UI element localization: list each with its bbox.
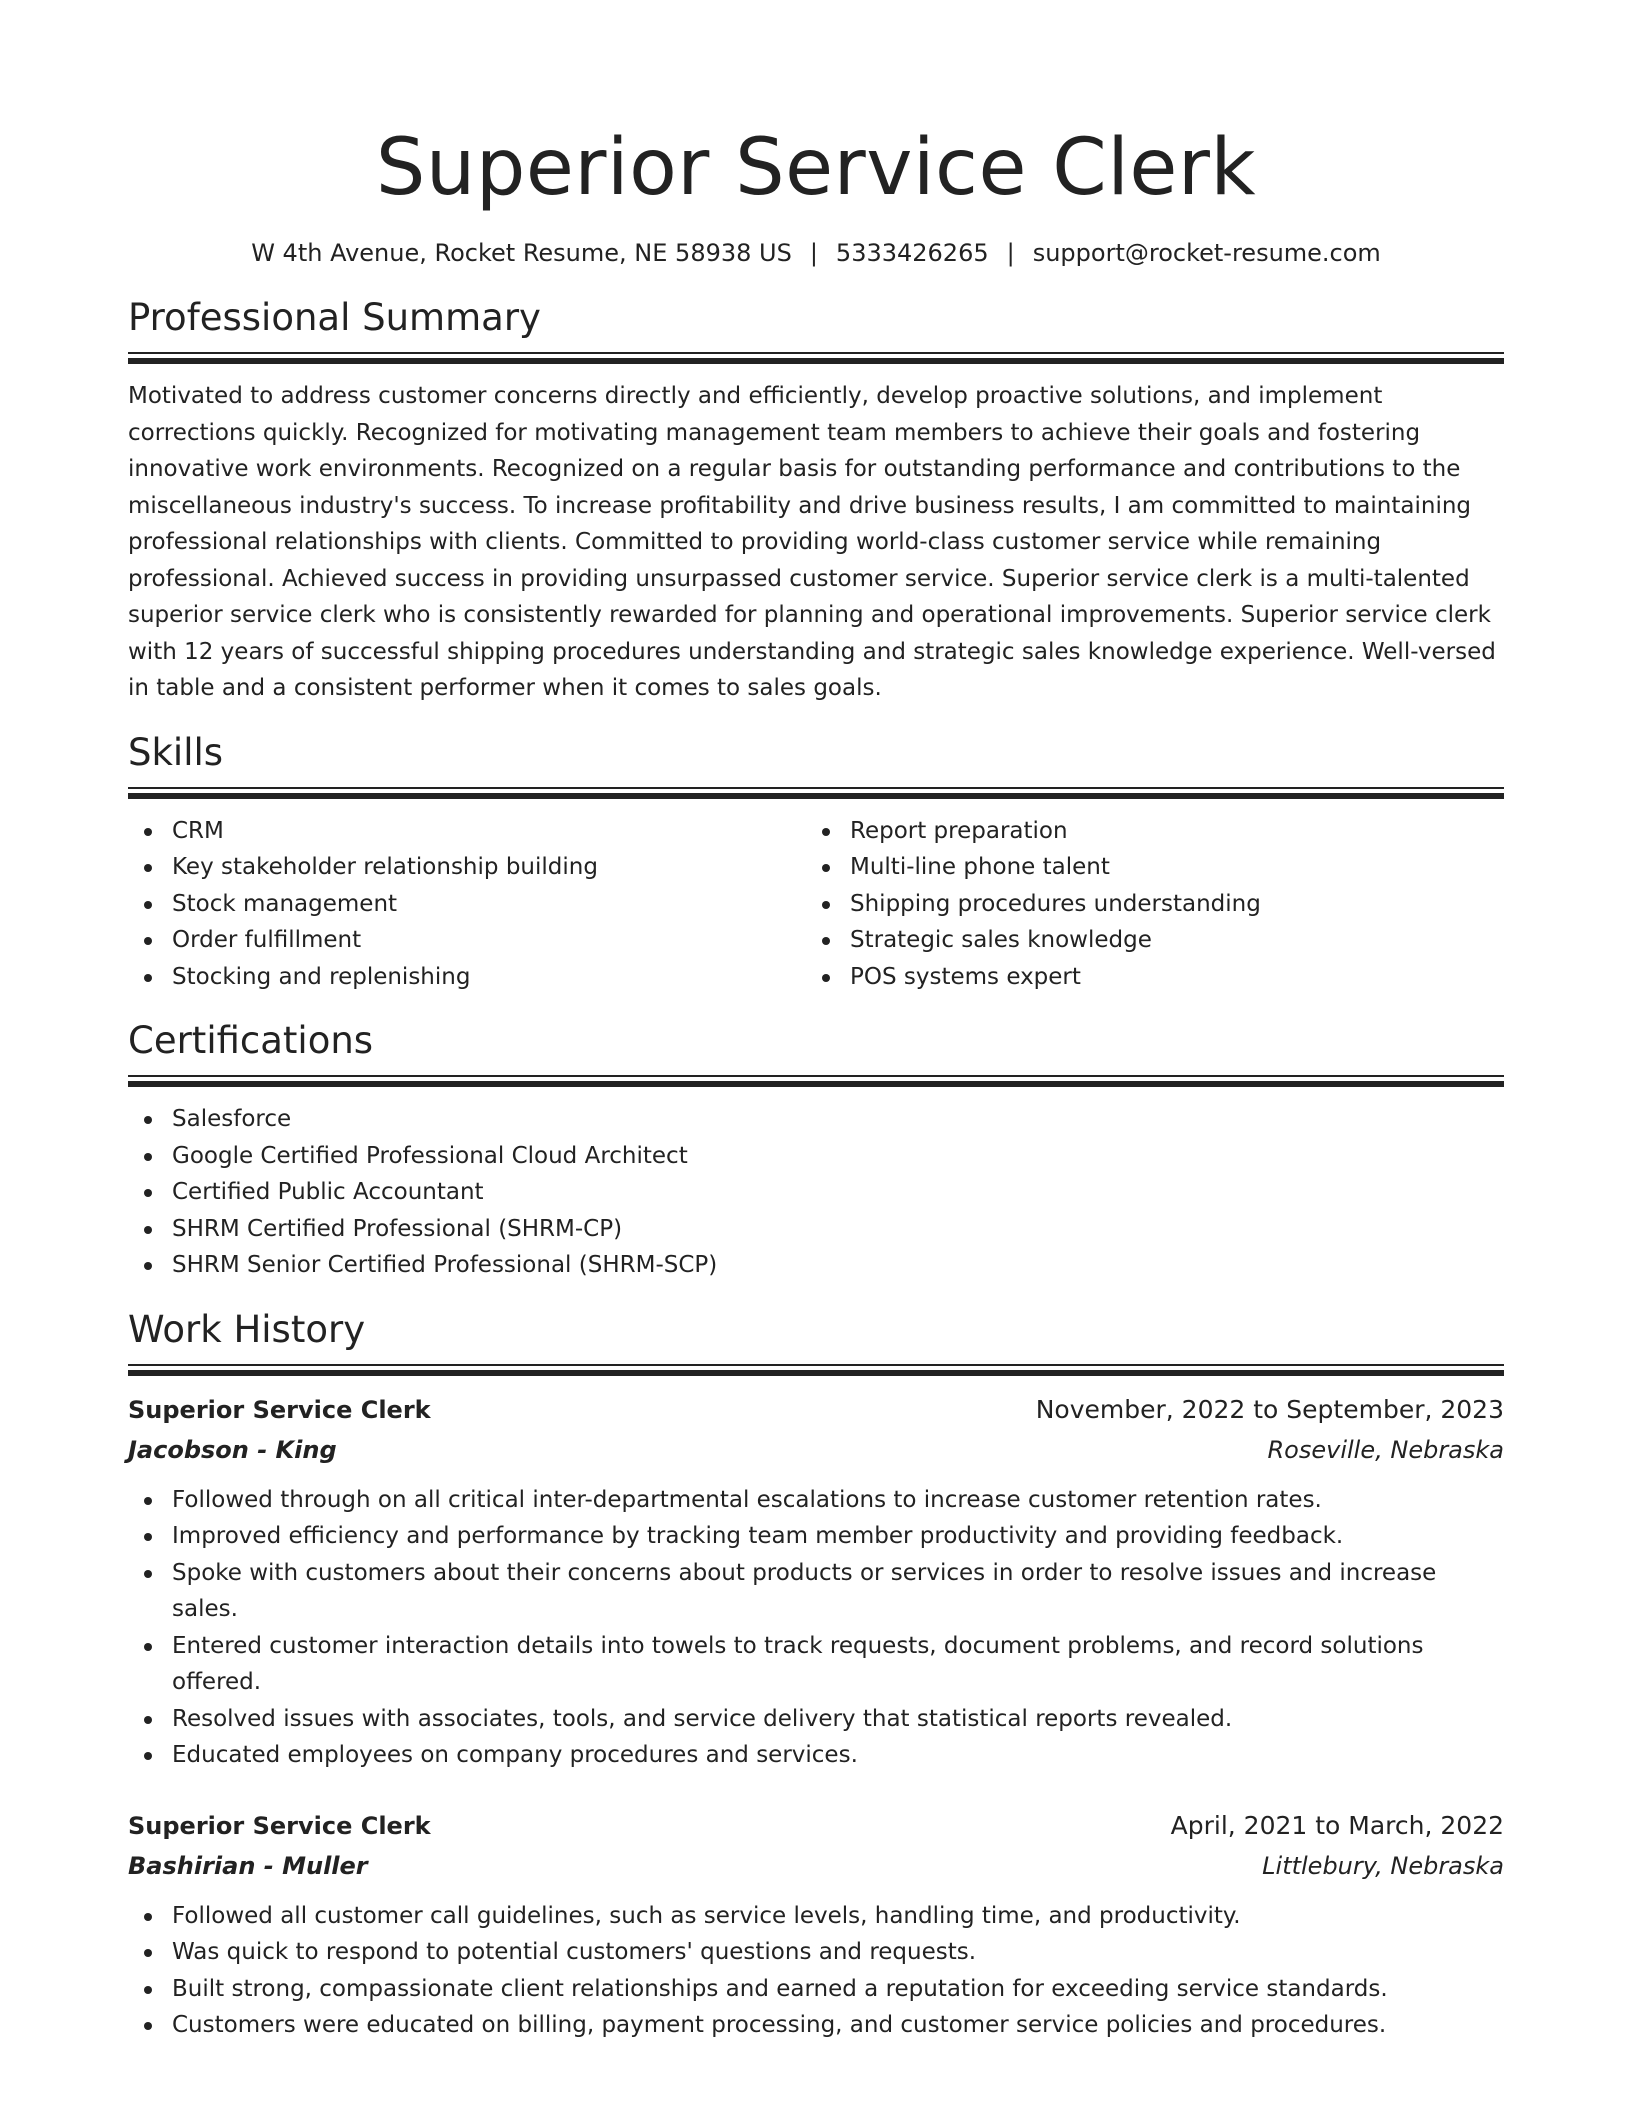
job-duty-item: Entered customer interaction details into towels to track requests, document problems, and record solutions offered. bbox=[128, 1628, 1504, 1701]
job-duty-item: Educated employees on company procedures and services. bbox=[128, 1737, 1504, 1774]
work-history-section bbox=[128, 1306, 1504, 2044]
skill-item: POS systems expert bbox=[806, 959, 1484, 996]
job-dates: April, 2021 to March, 2022 bbox=[1170, 1810, 1504, 1840]
job-header bbox=[128, 1390, 1504, 1430]
job-duty-item: Resolved issues with associates, tools, and service delivery that statistical reports revealed. bbox=[128, 1701, 1504, 1738]
job-duty-item: Customers were educated on billing, payment processing, and customer service policies and procedures. bbox=[128, 2007, 1504, 2044]
job-subheader bbox=[128, 1430, 1504, 1470]
skill-item: Key stakeholder relationship building bbox=[128, 849, 806, 886]
job-duties-list bbox=[128, 1898, 1504, 2044]
certification-item: Salesforce bbox=[128, 1101, 1504, 1138]
skill-item: Strategic sales knowledge bbox=[806, 922, 1484, 959]
section-divider bbox=[128, 1364, 1504, 1376]
section-divider bbox=[128, 787, 1504, 799]
summary-section bbox=[128, 294, 1504, 707]
contact-separator: | bbox=[1006, 239, 1015, 267]
job-title: Superior Service Clerk bbox=[128, 1395, 431, 1424]
skill-item: Stocking and replenishing bbox=[128, 959, 806, 996]
job-location: Littlebury, Nebraska bbox=[1262, 1851, 1504, 1880]
skill-item: Order fulfillment bbox=[128, 922, 806, 959]
section-title-summary: Professional Summary bbox=[128, 296, 541, 339]
job-duty-item: Improved efficiency and performance by tracking team member productivity and providing feedback. bbox=[128, 1518, 1504, 1555]
skills-column-left bbox=[128, 813, 806, 996]
certification-item: Google Certified Professional Cloud Architect bbox=[128, 1138, 1504, 1175]
job-duty-item: Followed all customer call guidelines, such as service levels, handling time, and productivity. bbox=[128, 1898, 1504, 1935]
job-duty-item: Built strong, compassionate client relationships and earned a reputation for exceeding service standards. bbox=[128, 1971, 1504, 2008]
job-entry bbox=[128, 1390, 1504, 1774]
contact-address: W 4th Avenue, Rocket Resume, NE 58938 US bbox=[251, 239, 792, 267]
job-duties-list bbox=[128, 1482, 1504, 1774]
skill-item: CRM bbox=[128, 813, 806, 850]
section-divider bbox=[128, 352, 1504, 364]
resume-name: Superior Service Clerk bbox=[375, 123, 1257, 213]
job-subheader bbox=[128, 1846, 1504, 1886]
job-entry bbox=[128, 1806, 1504, 2044]
contact-phone: 5333426265 bbox=[835, 239, 989, 267]
job-duty-item: Was quick to respond to potential customers' questions and requests. bbox=[128, 1934, 1504, 1971]
job-company: Bashirian - Muller bbox=[128, 1851, 368, 1880]
resume-page bbox=[128, 118, 1504, 2064]
skills-section bbox=[128, 729, 1504, 996]
skill-item: Report preparation bbox=[806, 813, 1484, 850]
skills-list-right bbox=[806, 813, 1484, 996]
section-title-skills: Skills bbox=[128, 730, 224, 774]
contact-line bbox=[128, 236, 1504, 270]
contact-email: support@rocket-resume.com bbox=[1032, 239, 1381, 267]
job-company: Jacobson - King bbox=[128, 1435, 337, 1464]
job-dates: November, 2022 to September, 2023 bbox=[1035, 1394, 1504, 1424]
certifications-section bbox=[128, 1017, 1504, 1284]
skills-grid bbox=[128, 813, 1504, 996]
job-location: Roseville, Nebraska bbox=[1267, 1435, 1504, 1464]
contact-separator: | bbox=[809, 239, 818, 267]
job-duty-item: Followed through on all critical inter-departmental escalations to increase customer retention rates. bbox=[128, 1482, 1504, 1519]
certification-item: Certified Public Accountant bbox=[128, 1174, 1504, 1211]
skills-column-right bbox=[806, 813, 1484, 996]
certifications-list bbox=[128, 1101, 1504, 1284]
job-header bbox=[128, 1806, 1504, 1846]
job-duty-item: Spoke with customers about their concerns about products or services in order to resolve issues and increase sales. bbox=[128, 1555, 1504, 1628]
certification-item: SHRM Senior Certified Professional (SHRM-SCP) bbox=[128, 1247, 1504, 1284]
skills-list-left bbox=[128, 813, 806, 996]
section-title-certifications: Certifications bbox=[128, 1019, 374, 1062]
section-title-work-history: Work History bbox=[128, 1307, 366, 1351]
skill-item: Multi-line phone talent bbox=[806, 849, 1484, 886]
job-title: Superior Service Clerk bbox=[128, 1811, 431, 1840]
section-divider bbox=[128, 1075, 1504, 1087]
skill-item: Shipping procedures understanding bbox=[806, 886, 1484, 923]
summary-text: Motivated to address customer concerns directly and efficiently, develop proactive solutions, and implement corrections quickly. Recognized for motivating management team members to achieve their goals and fostering innovative work environments. Recognized on a regular basis for outstanding performance and contributions to the miscellaneous industry's success. To increase profitability and drive business results, I am committed to maintaining professional relationships with clients. Committed to providing world-class customer service while remaining professional. Achieved success in providing unsurpassed customer service. Superior service clerk is a multi-talented superior service clerk who is consistently rewarded for planning and operational improvements. Superior service clerk with 12 years of successful shipping procedures understanding and strategic sales knowledge experience. Well-versed in table and a consistent performer when it comes to sales goals. bbox=[128, 383, 1496, 701]
certification-item: SHRM Certified Professional (SHRM-CP) bbox=[128, 1211, 1504, 1248]
skill-item: Stock management bbox=[128, 886, 806, 923]
